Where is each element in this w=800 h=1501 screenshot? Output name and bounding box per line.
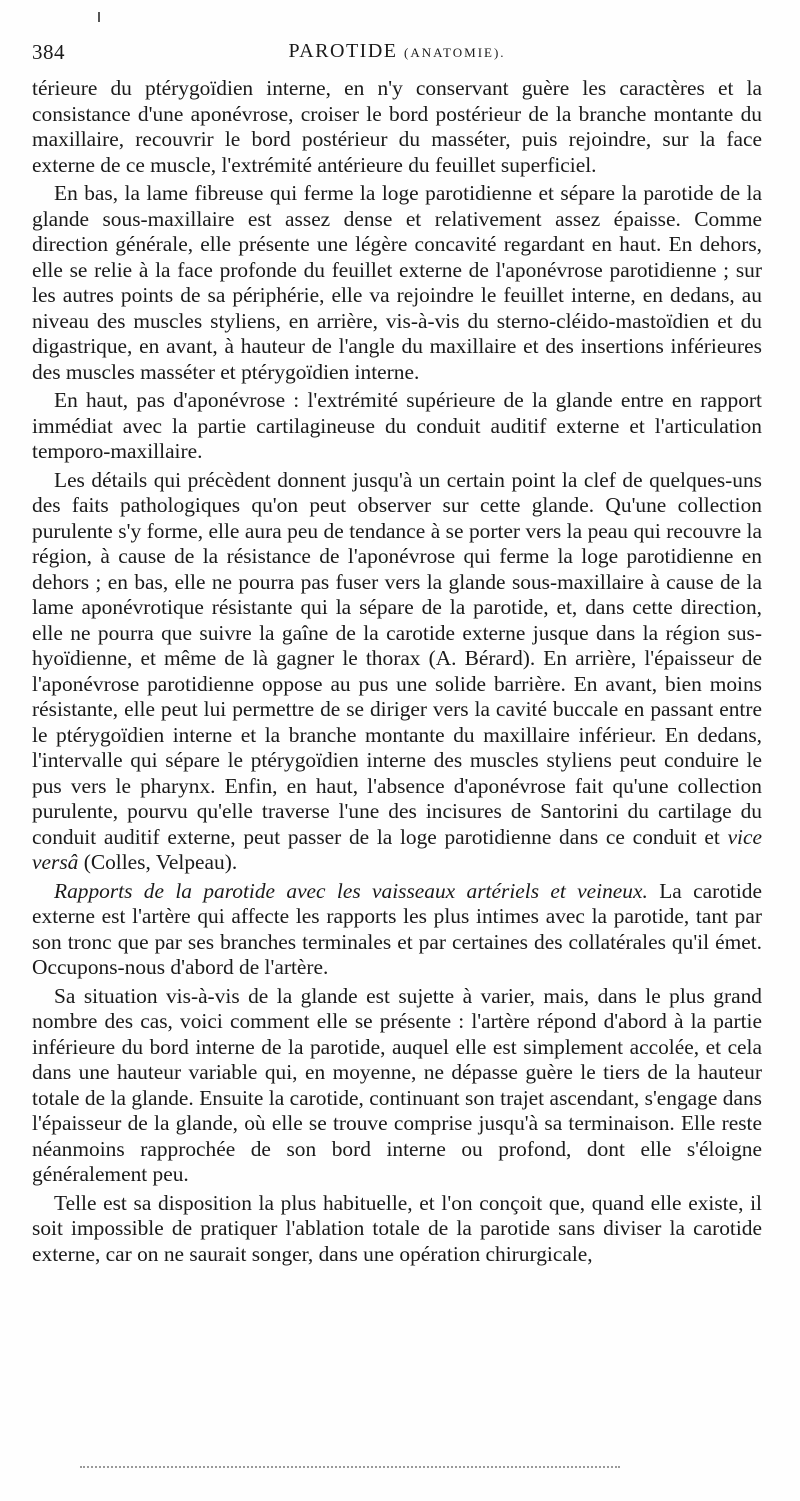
scan-mark	[98, 12, 100, 22]
running-title-main: PAROTIDE	[288, 40, 398, 62]
running-header	[32, 40, 762, 74]
paragraph-4-text: Les détails qui précèdent donnent jusqu'à un certain point la clef de quelques-uns des faits pathologiques qu'on peut observer sur cette glande. Qu'une collection purulente s'y forme, elle aura peu de tendance à se porter vers la peau qui recouvre la région, à cause de la résistance de l'aponévrose qui ferme la loge parotidienne en dehors ; en bas, elle ne pourra pas fuser vers la glande sous-maxillaire à cause de la lame aponévrotique résistante qui la sépare de la parotide, et, dans cette direction, elle ne pourra que suivre la gaîne de la carotide externe jusque dans la région sus-hyoïdienne, et même de là gagner le thorax (A. Bérard). En arrière, l'épaisseur de l'aponévrose parotidienne oppose au pus une solide barrière. En avant, bien moins résistante, elle peut lui permettre de se diriger vers la cavité buccale en passant entre le ptérygoïdien interne et la branche montante du maxillaire inférieur. En dedans, l'intervalle qui sépare le ptérygoïdien interne des muscles styliens peut conduire le pus vers le pharynx. Enfin, en haut, l'absence d'aponévrose fait qu'une collection purulente, pourvu qu'elle traverse l'une des incisures de Santorini du cartilage du conduit auditif externe, peut passer de la loge parotidienne dans ce conduit et	[32, 467, 762, 849]
paragraph-2: En bas, la lame fibreuse qui ferme la loge parotidienne et sépare la parotide de la glande sous-maxillaire est assez dense et relativement assez épaisse. Comme direction générale, elle présente une légère concavité regardant en haut. En dehors, elle se relie à la face profonde du feuillet externe de l'aponévrose parotidienne ; sur les autres points de sa périphérie, elle va rejoindre le feuillet interne, en dedans, au niveau des muscles styliens, en arrière, vis-à-vis du sterno-cléido-mastoïdien et du digastrique, en avant, à hauteur de l'angle du maxillaire et des insertions inférieures des muscles masséter et ptérygoïdien interne.	[32, 181, 762, 384]
running-title	[32, 40, 762, 63]
paragraph-5-text: La carotide externe est l'artère qui affecte les rapports les plus intimes avec la parotide, tant par son tronc que par ses branches terminales et par certaines des collatérales qu'il émet. Occupons-nous d'abord de l'artère.	[32, 878, 762, 979]
paragraph-1: térieure du ptérygoïdien interne, en n'y conservant guère les caractères et la consistance d'une aponévrose, croiser le bord postérieur de la branche montante du maxillaire, recouvrir le bord postérieur du masséter, puis rejoindre, sur la face externe de ce muscle, l'extrémité antérieure du feuillet superficiel.	[32, 76, 762, 177]
paragraph-7: Telle est sa disposition la plus habituelle, et l'on conçoit que, quand elle existe, il soit impossible de pratiquer l'ablation totale de la parotide sans diviser la carotide externe, car on ne saurait songer, dans une opération chirurgicale,	[32, 1190, 762, 1266]
section-heading-italic: Rapports de la parotide avec les vaisseaux artériels et veineux.	[54, 878, 648, 903]
paragraph-3: En haut, pas d'aponévrose : l'extrémité supérieure de la glande entre en rapport immédiat avec la partie cartilagineuse du conduit auditif externe et l'articulation temporo-maxillaire.	[32, 388, 762, 463]
paragraph-6: Sa situation vis-à-vis de la glande est sujette à varier, mais, dans le plus grand nombre des cas, voici comment elle se présente : l'artère répond d'abord à la partie inférieure du bord interne de la parotide, auquel elle est simplement accolée, et cela dans une hauteur variable qui, en moyenne, ne dépasse guère le tiers de la hauteur totale de la glande. Ensuite la carotide, continuant son trajet ascendant, s'engage dans l'épaisseur de la glande, où elle se trouve comprise jusqu'à sa terminaison. Elle reste néanmoins rapprochée de son bord interne ou profond, dont elle s'éloigne généralement peu.	[32, 983, 762, 1186]
footer-rule	[80, 1466, 620, 1468]
running-title-sub: (ANATOMIE).	[404, 45, 506, 60]
body-text	[32, 76, 762, 1267]
page-number: 384	[32, 40, 65, 64]
paragraph-4	[32, 468, 762, 876]
citation-text: (Colles, Velpeau).	[83, 850, 238, 874]
vice-versa-italic: vice versâ	[32, 824, 762, 874]
paragraph-5	[32, 879, 762, 981]
